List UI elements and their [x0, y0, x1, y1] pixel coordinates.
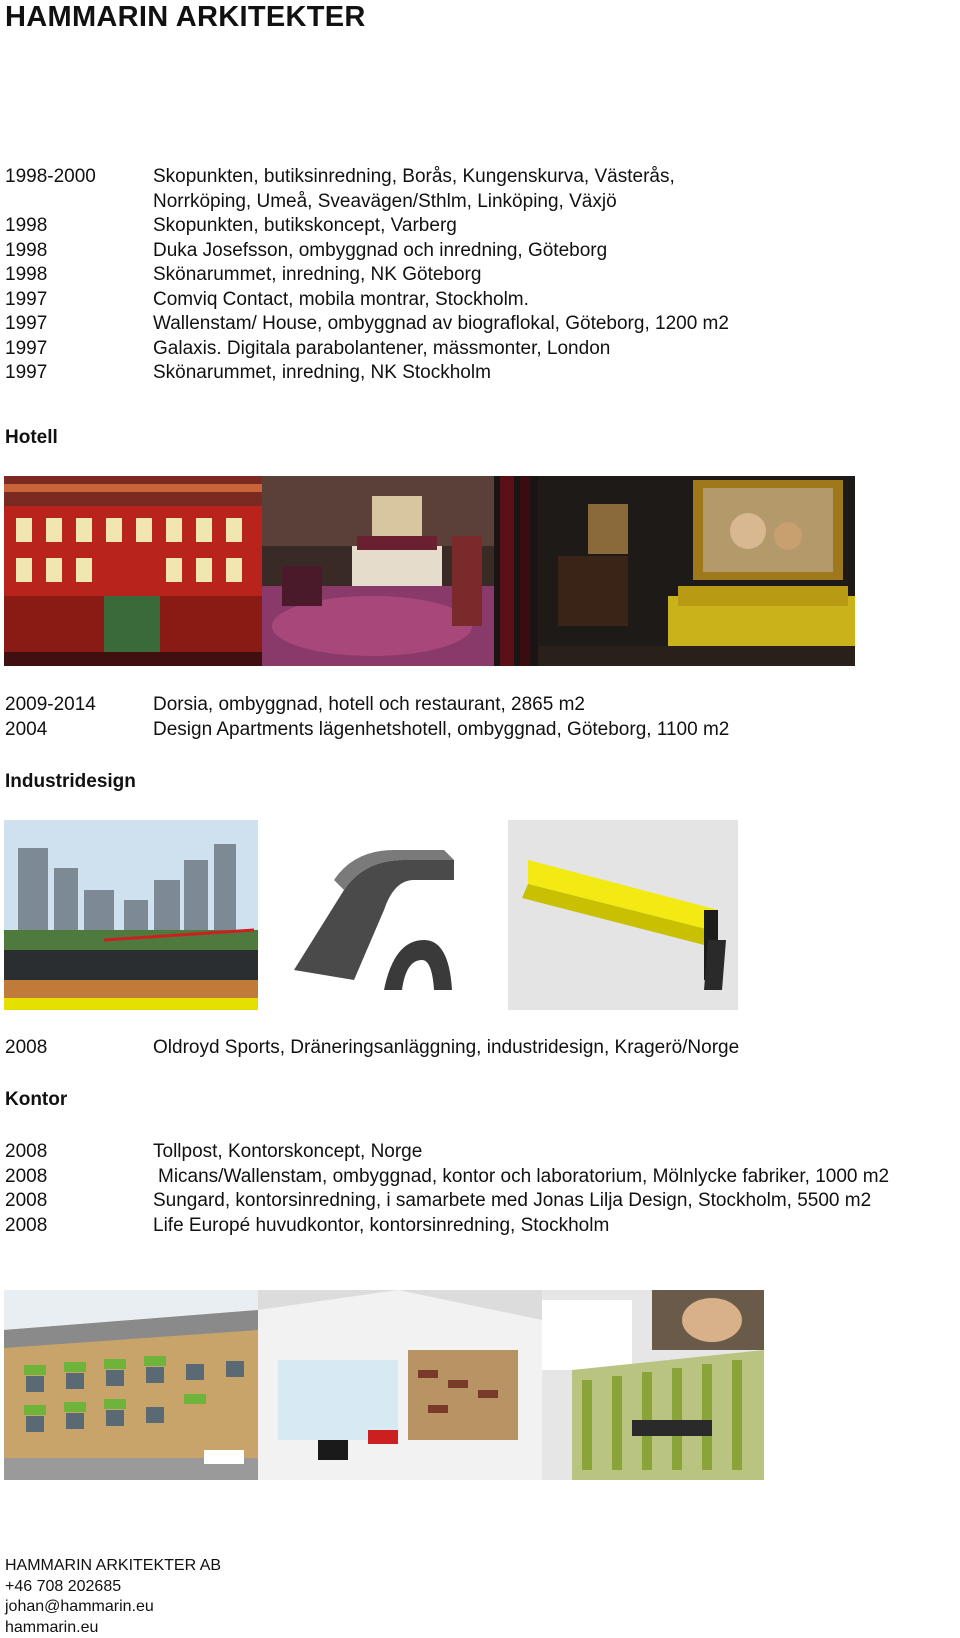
footer-contact [5, 1556, 221, 1638]
project-year: 1998 [5, 215, 48, 236]
project-entry [0, 1140, 960, 1165]
hotel-curtain-photo [494, 476, 538, 666]
footer-company: HAMMARIN ARKITEKTER AB [5, 1557, 222, 1574]
project-year: 2004 [5, 718, 48, 740]
project-description: Comviq Contact, mobila montrar, Stockholm. [153, 288, 529, 310]
kontor-project-list [0, 1140, 960, 1238]
section-heading-kontor: Kontor [5, 1089, 68, 1110]
project-year: 1998 [5, 264, 48, 285]
project-entry [0, 337, 960, 362]
project-year: 1998 [5, 239, 48, 261]
section-heading-hotell: Hotell [5, 427, 58, 448]
project-year: 1997 [5, 337, 48, 359]
hotel-room-photo [262, 476, 494, 666]
drainage-profile-render [284, 820, 464, 1010]
project-entry [0, 263, 960, 288]
project-year: 1997 [5, 288, 48, 310]
sports-field-photo [4, 820, 258, 1010]
project-description: Dorsia, ombyggnad, hotell och restaurant, 2865 m2 [153, 694, 585, 715]
project-entry [0, 1214, 960, 1239]
project-year: 1997 [5, 362, 48, 383]
project-description: Tollpost, Kontorskoncept, Norge [153, 1141, 423, 1162]
project-description: Galaxis. Digitala parabolantener, mässmonter, London [153, 337, 611, 359]
project-entry [0, 1189, 960, 1214]
office-building-photo [4, 1290, 258, 1480]
project-entry [0, 361, 960, 386]
project-description: Life Europé huvudkontor, kontorsinredning, Stockholm [153, 1214, 610, 1236]
footer-email[interactable]: johan@hammarin.eu [5, 1598, 154, 1615]
section-heading-industridesign: Industridesign [5, 771, 136, 792]
project-year: 1998-2000 [5, 166, 96, 187]
project-year: 2009-2014 [5, 694, 96, 715]
office-lounge-render [542, 1290, 764, 1480]
project-description: Wallenstam/ House, ombyggnad av biograflokal, Göteborg, 1200 m2 [153, 313, 729, 334]
project-entry [0, 288, 960, 313]
hotell-project-list [0, 693, 960, 742]
project-entry [0, 1036, 960, 1061]
project-year: 2008 [5, 1165, 48, 1187]
hotel-lounge-photo [538, 476, 855, 666]
project-description: Oldroyd Sports, Dräneringsanläggning, industridesign, Kragerö/Norge [153, 1037, 740, 1058]
office-interior-render [258, 1290, 542, 1480]
hotel-facade-photo [4, 476, 262, 666]
footer-phone: +46 708 202685 [5, 1577, 122, 1595]
project-description: Sungard, kontorsinredning, i samarbete med Jonas Lilja Design, Stockholm, 5500 m2 [153, 1190, 872, 1211]
project-year: 1997 [5, 313, 48, 334]
footer-website[interactable]: hammarin.eu [5, 1618, 99, 1636]
industridesign-project-list [0, 1036, 960, 1061]
project-description: Skopunkten, butikskoncept, Varberg [153, 215, 457, 236]
project-year: 2008 [5, 1214, 48, 1236]
project-entry [0, 1165, 960, 1190]
retail-project-list [0, 165, 960, 386]
project-description: Skopunkten, butiksinredning, Borås, Kungenskurva, Västerås, [153, 166, 675, 187]
project-description: Skönarummet, inredning, NK Göteborg [153, 264, 482, 285]
project-year: 2008 [5, 1141, 48, 1162]
project-entry [0, 214, 960, 239]
page-title: HAMMARIN ARKITEKTER [5, 1, 366, 33]
yellow-profile-render [508, 820, 738, 1010]
project-entry [0, 718, 960, 743]
project-description: Design Apartments lägenhetshotell, ombyggnad, Göteborg, 1100 m2 [153, 718, 730, 740]
project-description-continued: Norrköping, Umeå, Sveavägen/Sthlm, Linköping, Växjö [153, 190, 617, 212]
project-description: Duka Josefsson, ombyggnad och inredning, Göteborg [153, 239, 608, 261]
project-entry [0, 165, 960, 214]
project-description: Micans/Wallenstam, ombyggnad, kontor och laboratorium, Mölnlycke fabriker, 1000 m2 [158, 1165, 890, 1187]
project-year: 2008 [5, 1037, 48, 1058]
project-description: Skönarummet, inredning, NK Stockholm [153, 362, 491, 383]
project-entry [0, 693, 960, 718]
project-entry [0, 239, 960, 264]
project-entry [0, 312, 960, 337]
project-year: 2008 [5, 1190, 48, 1211]
